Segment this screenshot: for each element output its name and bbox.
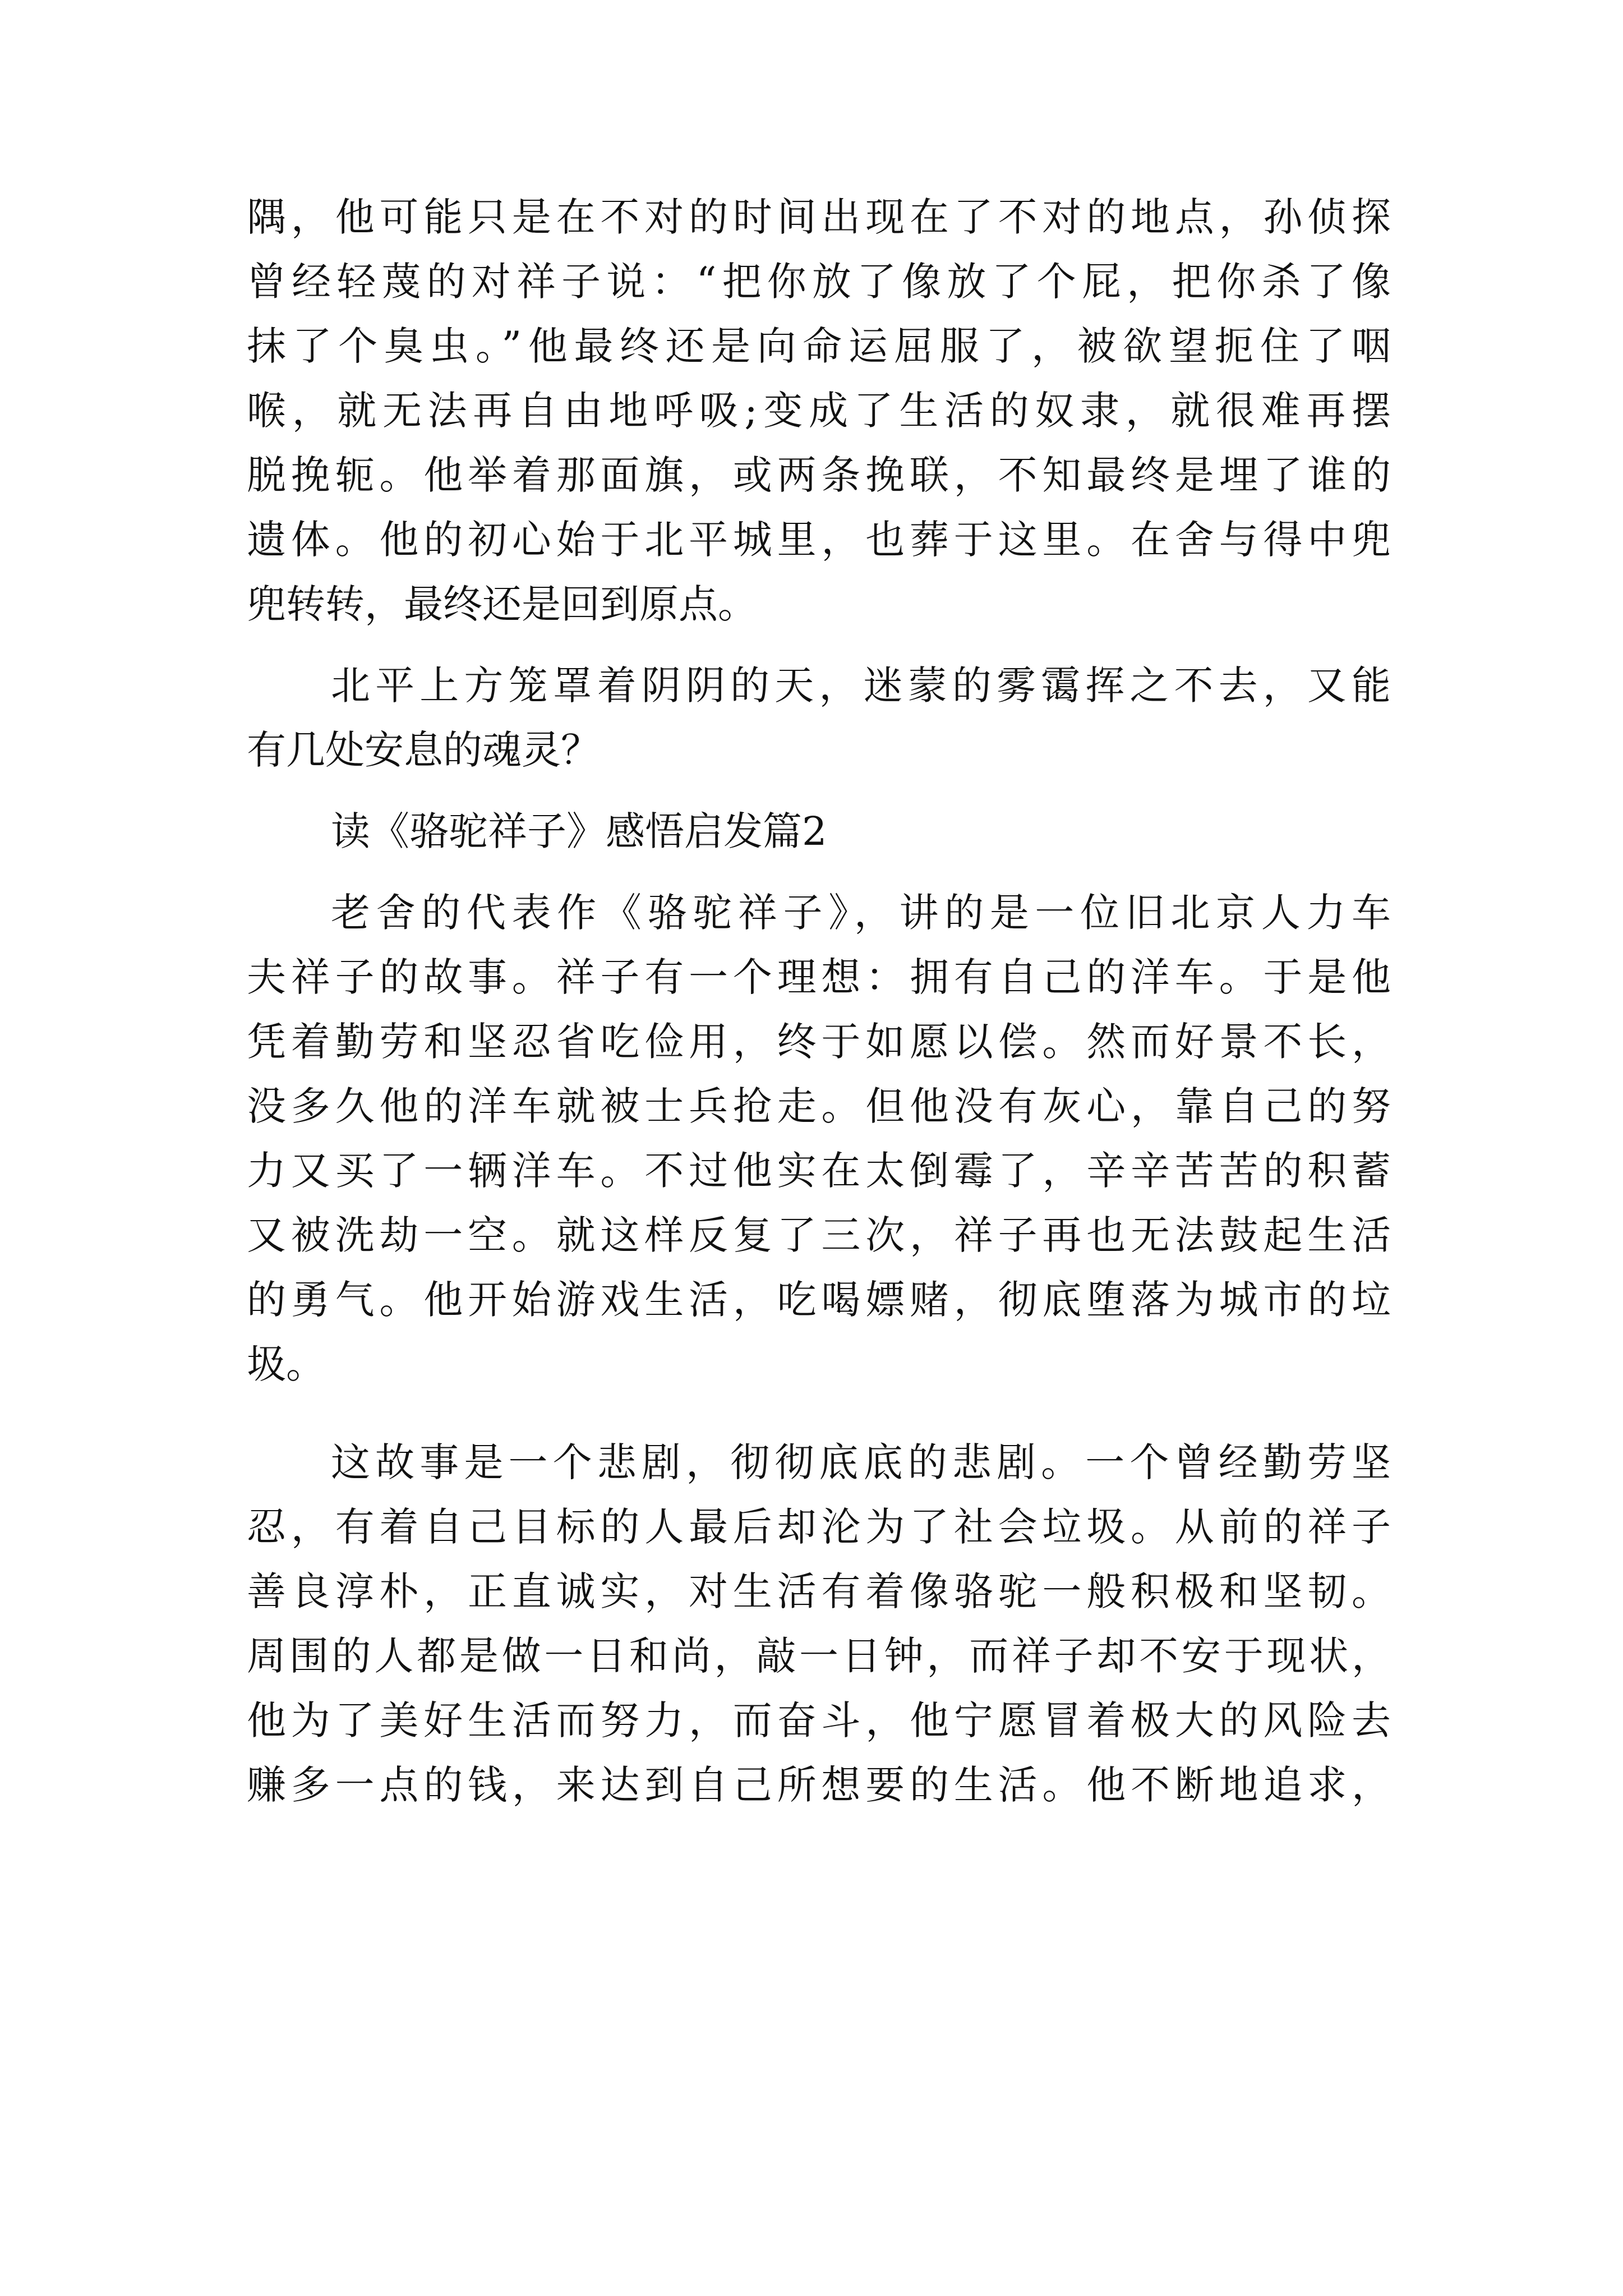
text-line: 遗体。他的初心始于北平城里，也葬于这里。在舍与得中兜	[247, 517, 1391, 563]
text-line: 赚多一点的钱，来达到自己所想要的生活。他不断地追求，	[247, 1762, 1391, 1808]
text-line: 他为了美好生活而努力，而奋斗，他宁愿冒着极大的风险去	[247, 1697, 1391, 1743]
paragraph	[247, 881, 1391, 1397]
text-line: 喉，就无法再自由地呼吸;变成了生活的奴隶，就很难再摆	[247, 388, 1391, 434]
text-line: 有几处安息的魂灵？	[247, 727, 600, 773]
text-line: 这故事是一个悲剧，彻彻底底的悲剧。一个曾经勤劳坚	[331, 1439, 1391, 1485]
text-line: 善良淳朴，正直诚实，对生活有着像骆驼一般积极和坚韧。	[247, 1568, 1391, 1614]
text-line: 老舍的代表作《骆驼祥子》，讲的是一位旧北京人力车	[331, 890, 1391, 936]
text-line: 北平上方笼罩着阴阴的天，迷蒙的雾霭挥之不去，又能	[331, 662, 1391, 708]
text-line: 夫祥子的故事。祥子有一个理想：拥有自己的洋车。于是他	[247, 954, 1391, 1000]
text-line: 的勇气。他开始游戏生活，吃喝嫖赌，彻底堕落为城市的垃	[247, 1277, 1391, 1323]
text-line: 抹了个臭虫。”他最终还是向命运屈服了，被欲望扼住了咽	[247, 323, 1391, 369]
heading-text: 读《骆驼祥子》感悟启发篇2	[331, 808, 827, 854]
text-line: 忍，有着自己目标的人最后却沦为了社会垃圾。从前的祥子	[247, 1504, 1391, 1550]
text-line: 曾经轻蔑的对祥子说：“把你放了像放了个屁，把你杀了像	[247, 259, 1391, 305]
text-line: 没多久他的洋车就被士兵抢走。但他没有灰心，靠自己的努	[247, 1083, 1391, 1129]
text-line: 隅，他可能只是在不对的时间出现在了不对的地点，孙侦探	[247, 194, 1391, 240]
text-line: 周围的人都是做一日和尚，敲一日钟，而祥子却不安于现状，	[247, 1633, 1391, 1679]
paragraph	[247, 654, 1391, 783]
section-heading	[247, 799, 1391, 864]
text-line: 脱挽轭。他举着那面旗，或两条挽联，不知最终是埋了谁的	[247, 452, 1391, 498]
text-line: 又被洗劫一空。就这样反复了三次，祥子再也无法鼓起生活	[247, 1212, 1391, 1258]
document-body	[247, 185, 1391, 1818]
paragraph	[247, 1430, 1391, 1818]
paragraph	[247, 185, 1391, 637]
text-line: 圾。	[247, 1341, 325, 1387]
text-line: 力又买了一辆洋车。不过他实在太倒霉了，辛辛苦苦的积蓄	[247, 1148, 1391, 1194]
text-line: 凭着勤劳和坚忍省吃俭用，终于如愿以偿。然而好景不长，	[247, 1019, 1391, 1065]
text-line: 兜转转，最终还是回到原点。	[247, 581, 757, 627]
